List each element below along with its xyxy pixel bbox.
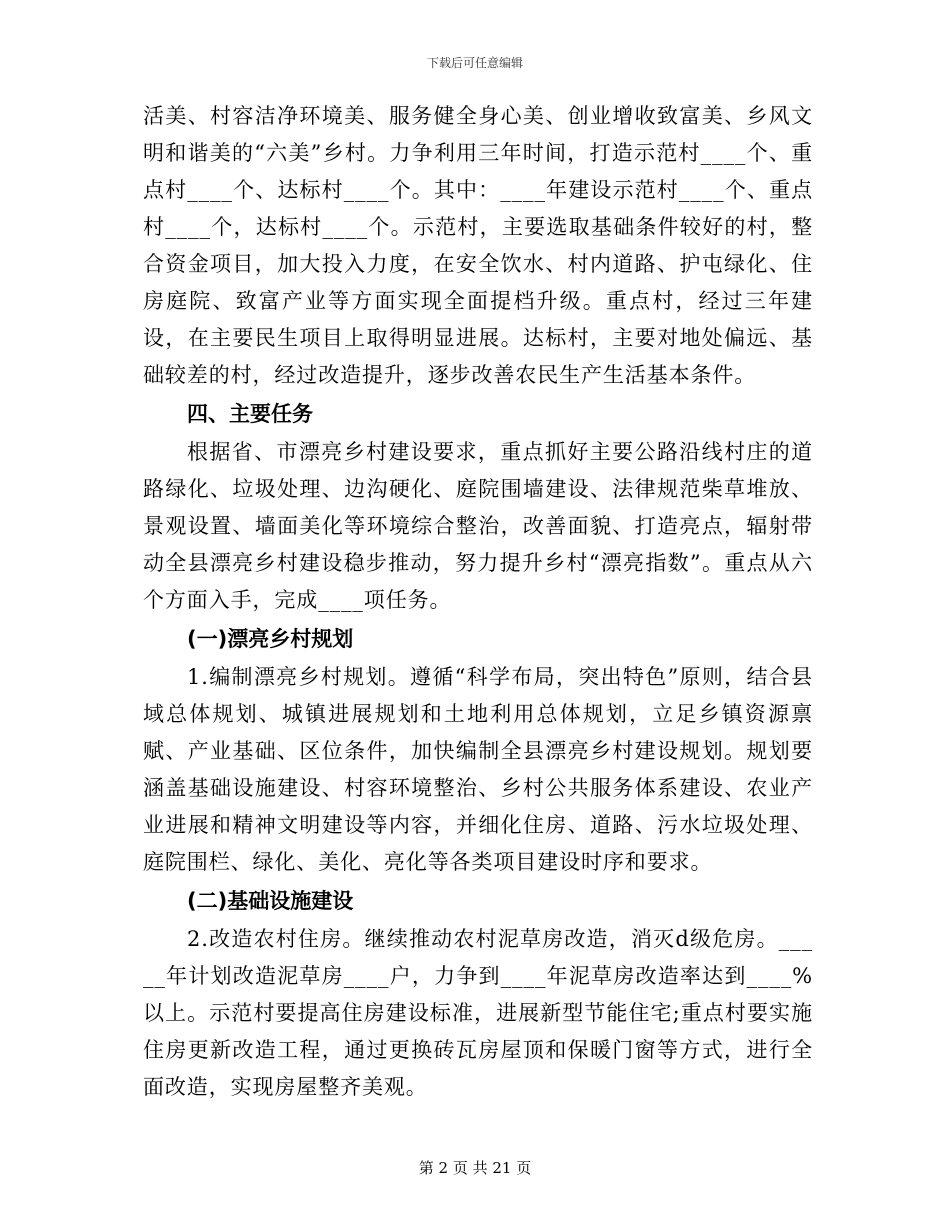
paragraph-1: 活美、村容洁净环境美、服务健全身心美、创业增收致富美、乡风文明和谐美的“六美”乡村。力争利用三年时间，打造示范村____个、重点村____个、达标村____个。其中：____年建设示范村____个、重点村____个，达标村____个。示范村，主要选取基础条件较好的村，整合资金项目，加大投入力度，在安全饮水、村内道路、护屯绿化、住房庭院、致富产业等方面实现全面提档升级。重点村，经过三年建设，在主要民生项目上取得明显进展。达标村，主要对地处偏远、基础较差的村，经过改造提升，逐步改善农民生产生活基本条件。 bbox=[143, 104, 813, 387]
document-body bbox=[143, 98, 813, 1106]
page-header: 下载后可任意编辑 bbox=[426, 56, 523, 70]
paragraph-2: 根据省、市漂亮乡村建设要求，重点抓好主要公路沿线村庄的道路绿化、垃圾处理、边沟硬化、庭院围墙建设、法律规范柴草堆放、景观设置、墙面美化等环境综合整治，改善面貌、打造亮点，辐射带动全县漂亮乡村建设稳步推动，努力提升乡村“漂亮指数”。重点从六个方面入手，完成____项任务。 bbox=[143, 440, 813, 612]
paragraph-4: 2.改造农村住房。继续推动农村泥草房改造，消灭d级危房。_____年计划改造泥草房____户，力争到____年泥草房改造率达到____%以上。示范村要提高住房建设标准，进展新型节能住宅;重点村要实施住房更新改造工程，通过更换砖瓦房屋顶和保暖门窗等方式，进行全面改造，实现房屋整齐美观。 bbox=[143, 927, 813, 1099]
page-number: 第 2 页 共 21 页 bbox=[418, 1159, 532, 1177]
subsection-heading-1: (一)漂亮乡村规划 bbox=[187, 627, 354, 651]
section-heading-4: 四、主要任务 bbox=[187, 402, 313, 426]
paragraph-3: 1.编制漂亮乡村规划。遵循“科学布局，突出特色”原则，结合县域总体规划、城镇进展规划和土地利用总体规划，立足乡镇资源禀赋、产业基础、区位条件，加快编制全县漂亮乡村建设规划。规划要涵盖基础设施建设、村容环境整治、乡村公共服务体系建设、农业产业进展和精神文明建设等内容，并细化住房、道路、污水垃圾处理、庭院围栏、绿化、美化、亮化等各类项目建设时序和要求。 bbox=[143, 665, 813, 874]
subsection-heading-2: (二)基础设施建设 bbox=[187, 889, 354, 913]
